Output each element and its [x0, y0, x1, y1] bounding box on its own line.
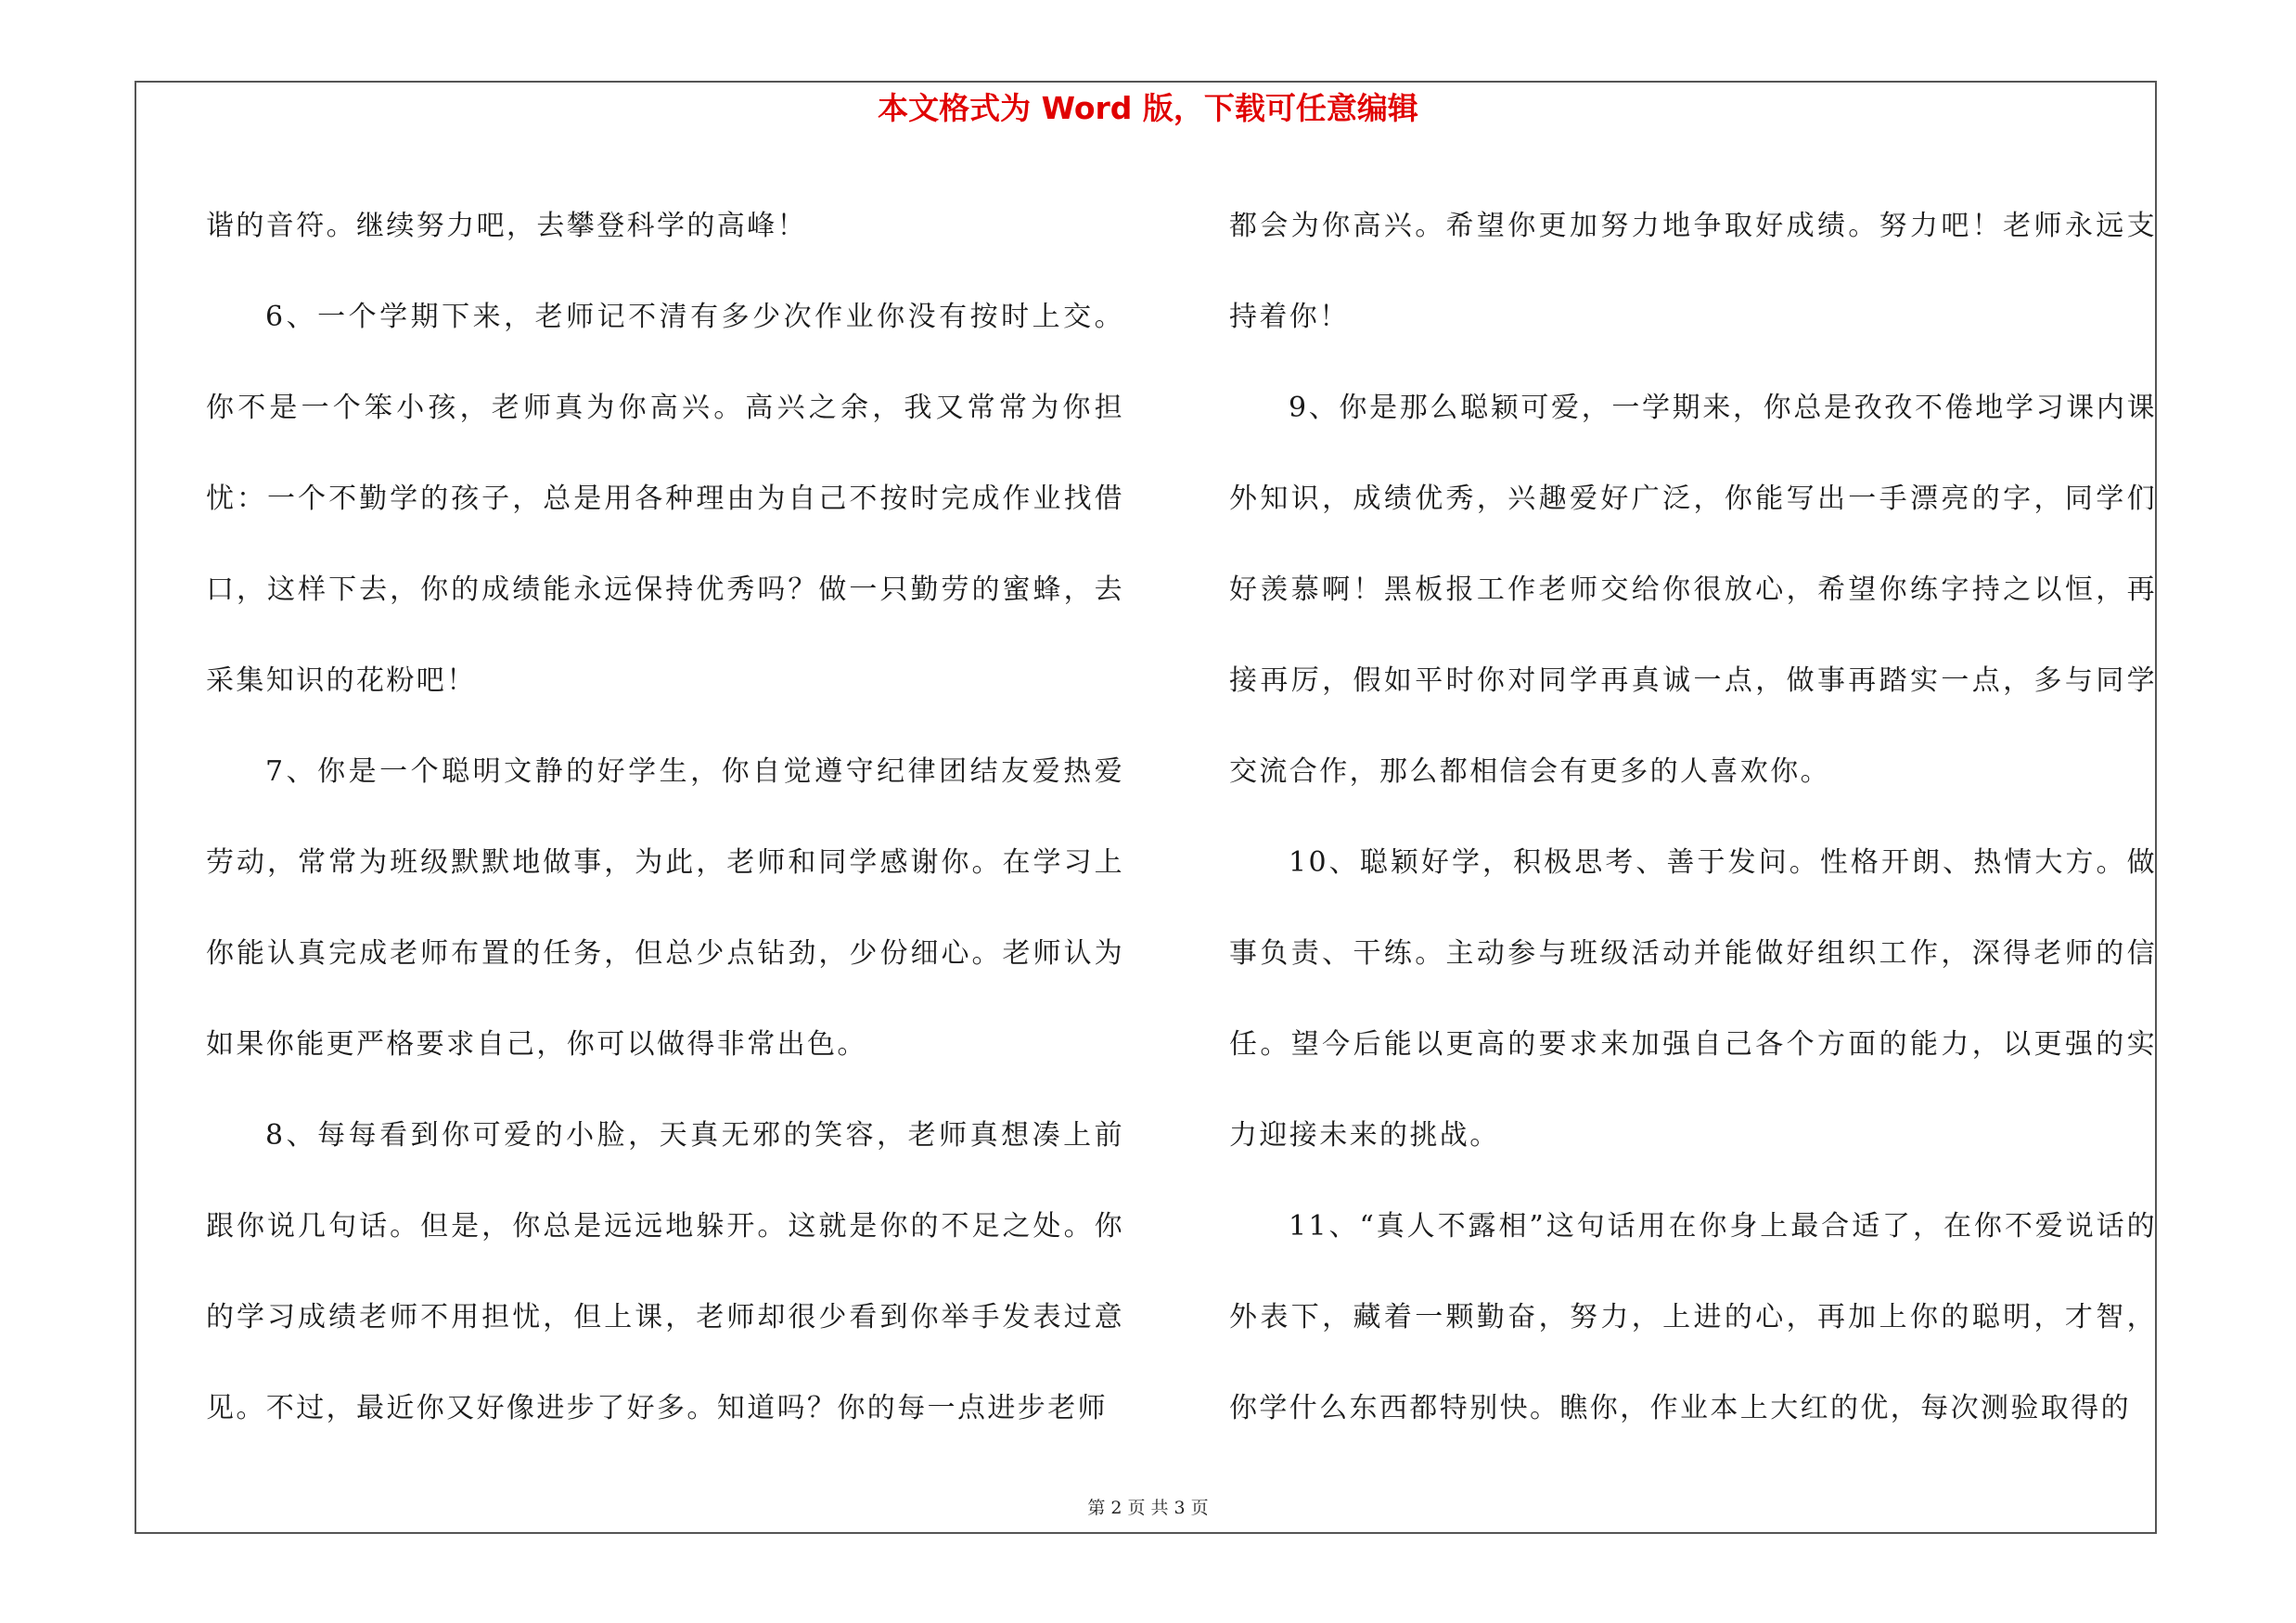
right-column: [1229, 181, 2157, 1454]
paragraph-comment-9: 9、你是那么聪颖可爱，一学期来，你总是孜孜不倦地学习课内课外知识，成绩优秀，兴趣爱好广泛，你能写出一手漂亮的字，同学们好羡慕啊！黑板报工作老师交给你很放心，希望你练字持之以恒，再接再厉，假如平时你对同学再真诚一点，做事再踏实一点，多与同学交流合作，那么都相信会有更多的人喜欢你。: [1229, 392, 2157, 788]
paragraph-comment-8: 8、每每看到你可爱的小脸，天真无邪的笑容，老师真想凑上前跟你说几句话。但是，你总是远远地躲开。这就是你的不足之处。你的学习成绩老师不用担忧，但上课，老师却很少看到你举手发表过意见。不过，最近你又好像进步了好多。知道吗？你的每一点进步老师: [206, 1119, 1124, 1424]
paragraph-comment-10: 10、聪颖好学，积极思考、善于发问。性格开朗、热情大方。做事负责、干练。主动参与班级活动并能做好组织工作，深得老师的信任。望今后能以更高的要求来加强自己各个方面的能力，以更强的实力迎接未来的挑战。: [1229, 846, 2157, 1152]
format-notice-banner: 本文格式为 Word 版，下载可任意编辑: [878, 90, 1418, 126]
page-number: 第 2 页 共 3 页: [1087, 1498, 1209, 1518]
paragraph-comment-7: 7、你是一个聪明文静的好学生，你自觉遵守纪律团结友爱热爱劳动，常常为班级默默地做事，为此，老师和同学感谢你。在学习上你能认真完成老师布置的任务，但总少点钻劲，少份细心。老师认为如果你能更严格要求自己，你可以做得非常出色。: [206, 755, 1124, 1061]
paragraph-continuation: 谐的音符。继续努力吧，去攀登科学的高峰！: [206, 210, 807, 242]
paragraph-comment-11: 11、“真人不露相”这句话用在你身上最合适了，在你不爱说话的外表下，藏着一颗勤奋，努力，上进的心，再加上你的聪明，才智，你学什么东西都特别快。瞧你，作业本上大红的优，每次测验取得的: [1229, 1210, 2157, 1424]
left-column: [206, 181, 1124, 1454]
paragraph-continuation: 都会为你高兴。希望你更加努力地争取好成绩。努力吧！老师永远支持着你！: [1229, 210, 2157, 333]
paragraph-comment-6: 6、一个学期下来，老师记不清有多少次作业你没有按时上交。你不是一个笨小孩，老师真为你高兴。高兴之余，我又常常为你担忧：一个不勤学的孩子，总是用各种理由为自己不按时完成作业找借口，这样下去，你的成绩能永远保持优秀吗？做一只勤劳的蜜蜂，去采集知识的花粉吧！: [206, 301, 1124, 697]
